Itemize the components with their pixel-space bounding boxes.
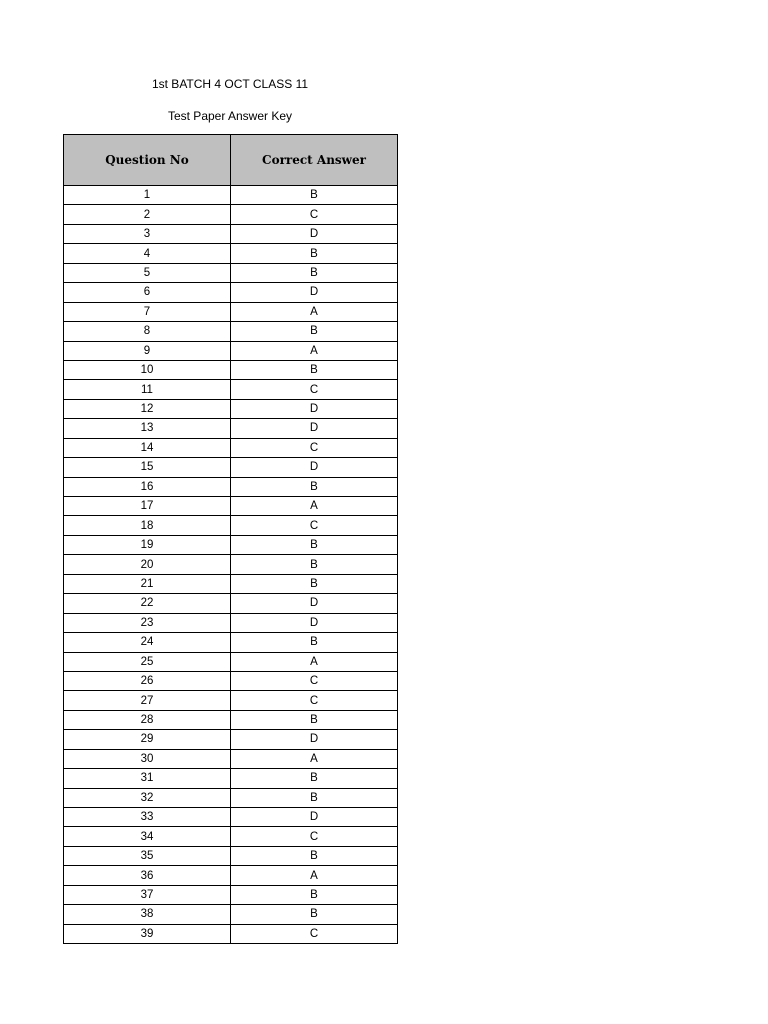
table-row [64, 555, 398, 574]
table-row [64, 244, 398, 263]
table-row [64, 283, 398, 302]
correct-answer-cell: C [231, 924, 398, 943]
correct-answer-cell: A [231, 749, 398, 768]
question-number-cell: 6 [64, 283, 231, 302]
answer-key-table [63, 134, 398, 944]
question-number-cell: 28 [64, 710, 231, 729]
correct-answer-cell: B [231, 885, 398, 904]
table-row [64, 360, 398, 379]
table-row [64, 574, 398, 593]
correct-answer-cell: B [231, 360, 398, 379]
question-number-cell: 24 [64, 633, 231, 652]
table-row [64, 613, 398, 632]
correct-answer-cell: B [231, 846, 398, 865]
correct-answer-cell: D [231, 283, 398, 302]
table-row [64, 730, 398, 749]
question-number-cell: 33 [64, 808, 231, 827]
question-number-cell: 19 [64, 535, 231, 554]
table-row [64, 263, 398, 282]
table-row [64, 224, 398, 243]
table-row [64, 633, 398, 652]
question-number-cell: 7 [64, 302, 231, 321]
correct-answer-cell: B [231, 477, 398, 496]
question-number-cell: 13 [64, 419, 231, 438]
column-header-question-no: Question No [64, 135, 231, 186]
table-row [64, 866, 398, 885]
table-row [64, 788, 398, 807]
question-number-cell: 14 [64, 438, 231, 457]
question-number-cell: 37 [64, 885, 231, 904]
question-number-cell: 16 [64, 477, 231, 496]
question-number-cell: 35 [64, 846, 231, 865]
table-row [64, 885, 398, 904]
correct-answer-cell: B [231, 710, 398, 729]
table-row [64, 535, 398, 554]
question-number-cell: 3 [64, 224, 231, 243]
table-row [64, 419, 398, 438]
question-number-cell: 26 [64, 671, 231, 690]
correct-answer-cell: D [231, 613, 398, 632]
correct-answer-cell: D [231, 419, 398, 438]
table-row [64, 516, 398, 535]
question-number-cell: 38 [64, 905, 231, 924]
question-number-cell: 29 [64, 730, 231, 749]
table-row [64, 322, 398, 341]
table-row [64, 769, 398, 788]
correct-answer-cell: D [231, 224, 398, 243]
table-row [64, 438, 398, 457]
correct-answer-cell: C [231, 671, 398, 690]
question-number-cell: 36 [64, 866, 231, 885]
correct-answer-cell: D [231, 399, 398, 418]
correct-answer-cell: C [231, 205, 398, 224]
question-number-cell: 17 [64, 497, 231, 516]
table-row [64, 749, 398, 768]
correct-answer-cell: D [231, 458, 398, 477]
question-number-cell: 21 [64, 574, 231, 593]
table-row [64, 399, 398, 418]
table-row [64, 341, 398, 360]
table-header-row [64, 135, 398, 186]
correct-answer-cell: B [231, 535, 398, 554]
correct-answer-cell: B [231, 769, 398, 788]
correct-answer-cell: A [231, 652, 398, 671]
correct-answer-cell: B [231, 244, 398, 263]
question-number-cell: 32 [64, 788, 231, 807]
document-title: 1st BATCH 4 OCT CLASS 11 [151, 77, 309, 91]
question-number-cell: 4 [64, 244, 231, 263]
question-number-cell: 20 [64, 555, 231, 574]
table-row [64, 808, 398, 827]
correct-answer-cell: A [231, 302, 398, 321]
question-number-cell: 10 [64, 360, 231, 379]
correct-answer-cell: D [231, 808, 398, 827]
question-number-cell: 2 [64, 205, 231, 224]
correct-answer-cell: C [231, 827, 398, 846]
question-number-cell: 18 [64, 516, 231, 535]
table-row [64, 497, 398, 516]
question-number-cell: 22 [64, 594, 231, 613]
correct-answer-cell: B [231, 574, 398, 593]
table-row [64, 710, 398, 729]
table-row [64, 458, 398, 477]
correct-answer-cell: B [231, 186, 398, 205]
question-number-cell: 25 [64, 652, 231, 671]
question-number-cell: 15 [64, 458, 231, 477]
question-number-cell: 31 [64, 769, 231, 788]
correct-answer-cell: B [231, 555, 398, 574]
question-number-cell: 34 [64, 827, 231, 846]
table-row [64, 477, 398, 496]
correct-answer-cell: D [231, 730, 398, 749]
question-number-cell: 1 [64, 186, 231, 205]
correct-answer-cell: C [231, 380, 398, 399]
column-header-correct-answer: Correct Answer [231, 135, 398, 186]
correct-answer-cell: C [231, 691, 398, 710]
correct-answer-cell: B [231, 633, 398, 652]
answer-rows [64, 186, 398, 944]
table-row [64, 846, 398, 865]
question-number-cell: 12 [64, 399, 231, 418]
table-row [64, 924, 398, 943]
table-row [64, 652, 398, 671]
correct-answer-cell: A [231, 341, 398, 360]
question-number-cell: 8 [64, 322, 231, 341]
table-row [64, 186, 398, 205]
table-row [64, 691, 398, 710]
table-row [64, 205, 398, 224]
table-row [64, 380, 398, 399]
table-row [64, 302, 398, 321]
correct-answer-cell: C [231, 516, 398, 535]
correct-answer-cell: B [231, 322, 398, 341]
correct-answer-cell: A [231, 497, 398, 516]
correct-answer-cell: D [231, 594, 398, 613]
question-number-cell: 27 [64, 691, 231, 710]
correct-answer-cell: B [231, 905, 398, 924]
question-number-cell: 23 [64, 613, 231, 632]
correct-answer-cell: C [231, 438, 398, 457]
correct-answer-cell: B [231, 263, 398, 282]
correct-answer-cell: B [231, 788, 398, 807]
correct-answer-cell: A [231, 866, 398, 885]
table-row [64, 594, 398, 613]
table-row [64, 671, 398, 690]
question-number-cell: 11 [64, 380, 231, 399]
question-number-cell: 30 [64, 749, 231, 768]
question-number-cell: 39 [64, 924, 231, 943]
document-subtitle: Test Paper Answer Key [167, 109, 293, 123]
table-row [64, 905, 398, 924]
question-number-cell: 9 [64, 341, 231, 360]
question-number-cell: 5 [64, 263, 231, 282]
table-row [64, 827, 398, 846]
